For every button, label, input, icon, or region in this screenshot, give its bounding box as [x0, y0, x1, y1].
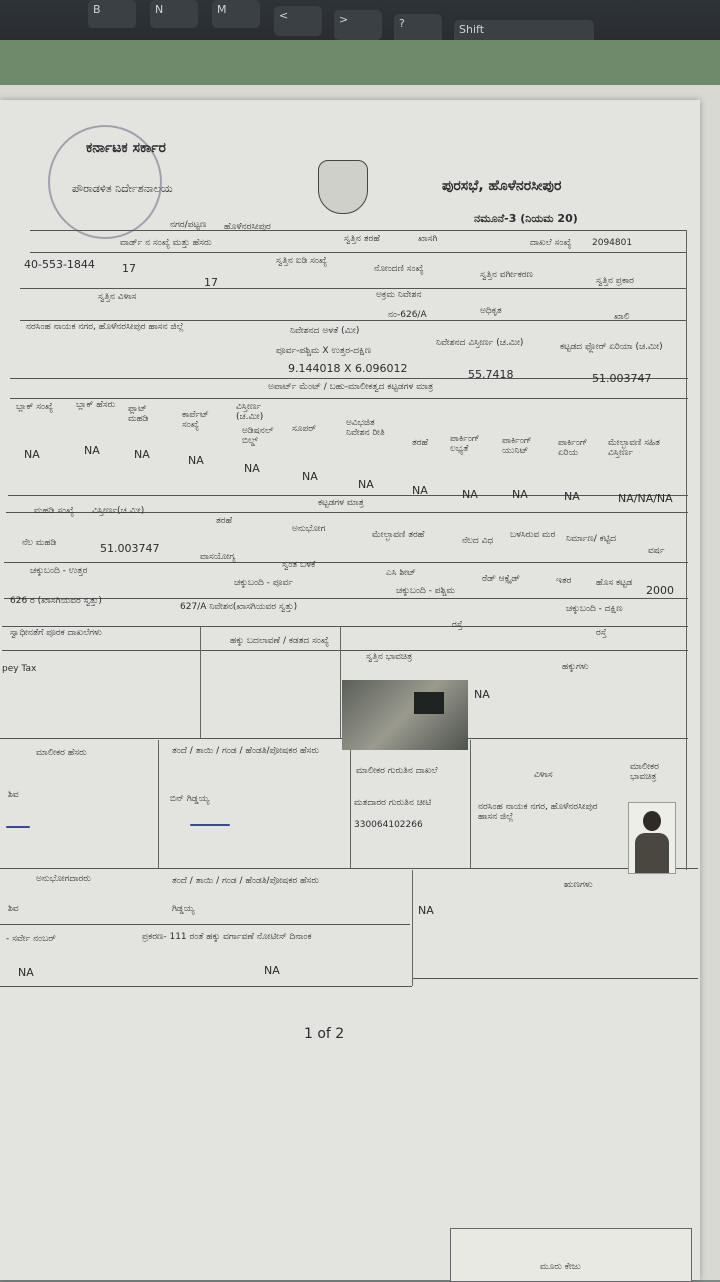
owner-relation-label: ತಂದೆ / ತಾಯಿ / ಗಂಡ / ಹೆಂಡತಿ/ಪೋಷಕರ ಹೆಸರು	[172, 746, 319, 756]
owner-photo	[628, 802, 676, 874]
tax-value: pey Tax	[2, 664, 37, 674]
north-label: ಚಕ್ಕುಬಂದಿ - ಉತ್ತರ	[30, 566, 88, 576]
rule-line	[0, 924, 410, 925]
property-no-label: ಸ್ವತ್ತಿನ ಐಡಿ ಸಂಖ್ಯೆ	[276, 256, 328, 266]
survey-value: NA	[18, 966, 34, 979]
photo-label: ಸ್ವತ್ತಿನ ಭಾವಚಿತ್ರ	[366, 652, 413, 662]
apt-header-undivided: ಅವಿಭಜಿತ ನಿವೇಶನ ರೀತಿ	[346, 418, 385, 438]
site-area-label: ನಿವೇಶನದ ಅಳತೆ (ಮೀ)	[290, 326, 360, 336]
floor-type-label: ನೆಲದ ವಿಧ	[462, 536, 494, 546]
occupant-name-label: ಅನುಭೋಗದಾರರು	[36, 874, 91, 884]
built-label: ನಿರ್ಮಾಣ/ ಕಟ್ಟಿದ	[566, 534, 617, 544]
page-indicator: 1 of 2	[304, 1026, 345, 1042]
loans-value: NA	[418, 904, 434, 917]
block-no-value: 17	[204, 276, 218, 289]
rule-line	[10, 398, 688, 399]
signature-scribble	[6, 826, 30, 828]
entry-no-label: ದಾಖಲೆ ಸಂಖ್ಯೆ	[530, 238, 572, 248]
occupant-relation-label: ತಂದೆ / ತಾಯಿ / ಗಂಡ / ಹೆಂಡತಿ/ಪೋಷಕರ ಹೆಸರು	[172, 876, 319, 886]
keyboard-key-gt: >	[334, 10, 382, 40]
wood-label: ಬಳಸಿರುವ ಮರ	[510, 530, 556, 540]
keyboard-key-lt: <	[274, 6, 322, 36]
apt-value: NA	[134, 448, 150, 461]
dims-value: 9.144018 X 6.096012	[288, 362, 408, 375]
apt-value-covered: NA/NA/NA	[618, 492, 673, 505]
apt-value: NA	[512, 488, 528, 501]
floor-label: ಮಹಡಿ ಸಂಖ್ಯೆ	[34, 506, 75, 516]
keyboard-key-shift: Shift	[454, 20, 594, 52]
south-label: ಚಕ್ಕುಬಂದಿ - ದಕ್ಷಿಣ	[566, 604, 623, 614]
apt-value: NA	[188, 454, 204, 467]
kind-value: ಖಾಲಿ	[614, 312, 630, 322]
owner-relation-value: ಬಿನ್ ಗಿಡ್ಡಯ್ಯ	[170, 794, 210, 804]
loans-label: ಋಣಗಳು	[564, 880, 593, 890]
state-emblem-icon	[318, 160, 368, 214]
entry-no-value: 2094801	[592, 238, 633, 248]
bottom-card	[450, 1228, 692, 1282]
floor-type-value: ರೆಡ್ ಆಕ್ಸೈಡ್	[482, 574, 521, 584]
city-value: ಹೊಳೆನರಸೀಪುರ	[224, 222, 271, 232]
north-value: 626 ರ (ಖಾಸಗಿಯವರ ಸ್ವತ್ತು)	[10, 596, 102, 606]
building-section-title: ಕಟ್ಟಡಗಳ ಮಾತ್ರ	[318, 498, 364, 508]
apt-value: NA	[564, 490, 580, 503]
floor-value: ನೆಲ ಮಹಡಿ	[22, 538, 57, 548]
owner-id-label: ಮಾಲೀಕರ ಗುರುತಿನ ದಾಖಲೆ	[356, 766, 438, 776]
apt-value: NA	[244, 462, 260, 475]
rule-line	[10, 378, 688, 379]
owner-address-label: ವಿಳಾಸ	[534, 770, 553, 780]
usage-label: ಅನುಭೋಗ	[292, 524, 326, 534]
total-area-value: 55.7418	[468, 368, 514, 381]
apt-value: NA	[412, 484, 428, 497]
rule-line	[0, 986, 412, 987]
built-area-value: 51.003747	[592, 372, 652, 385]
city-label: ನಗರ/ಪಟ್ಟಣ	[170, 220, 207, 230]
year-label: ವರ್ಷ	[648, 546, 665, 556]
owner-photo-label: ಮಾಲೀಕರ ಭಾವಚಿತ್ರ	[630, 762, 659, 782]
west-value: ರಸ್ತೆ	[452, 620, 463, 630]
apt-header-covered-area: ಮೇಲ್ಛಾವಣಿ ಸಹಿತ ವಿಸ್ತೀರ್ಣ	[608, 438, 660, 458]
area-value: 51.003747	[100, 542, 160, 555]
signature-scribble	[190, 824, 230, 826]
type-label: ತರಹೆ	[216, 516, 233, 526]
area-label: ವಿಸ್ತೀರ್ಣ(ಚ.ಮೀ)	[92, 506, 145, 516]
ward-label: ವಾರ್ಡ್ ನ ಸಂಖ್ಯೆ ಮತ್ತು ಹೆಸರು	[120, 238, 212, 248]
type-value: ವಾಸಯೋಗ್ಯ	[200, 552, 236, 562]
rule-line	[158, 740, 159, 868]
rule-line	[30, 252, 686, 253]
occupant-name-value: ಶಿವ	[8, 904, 19, 914]
wood-value: ಇತರ	[556, 576, 572, 586]
bottom-card-label: ಮೂರು ಕೇಜು	[540, 1262, 581, 1272]
owner-name-value: ಶಿವ	[8, 790, 19, 800]
south-value: ರಸ್ತೆ	[596, 628, 607, 638]
apt-header-super: ಸೂಪರ್	[292, 424, 316, 434]
rule-line	[200, 626, 201, 738]
apt-header-block-name: ಬ್ಲಾಕ್ ಹೆಸರು	[76, 400, 116, 410]
rule-line	[470, 740, 471, 868]
apartment-section-title: ಅಪಾರ್ಟ್ ಮೆಂಟ್ / ಬಹು-ಮಾಲೀಕತ್ವದ ಕಟ್ಟಡಗಳ ಮಾತ್ರ	[268, 382, 434, 392]
rule-line	[20, 288, 686, 289]
category-label: ಸ್ವತ್ತಿನ ವರ್ಗೀಕರಣ	[480, 270, 533, 280]
east-label: ಚಕ್ಕುಬಂದಿ - ಪೂರ್ವ	[234, 578, 293, 588]
rule-line	[8, 495, 688, 496]
docs-label: ಸ್ವಾಧೀನತೆಗೆ ಪೂರಕ ದಾಖಲೆಗಳು	[10, 628, 102, 638]
usage-value: ಸ್ವಂತ ಬಳಕೆ	[282, 560, 316, 570]
reg-no-label: ನೋಂದಣಿ ಸಂಖ್ಯೆ	[374, 264, 424, 274]
dims-label: ಪೂರ್ವ-ಪಶ್ಚಿಮ X ಉತ್ತರ-ದಕ್ಷಿಣ	[276, 346, 372, 356]
keyboard-key-m: M	[212, 0, 260, 28]
apt-header-parking-area: ಪಾರ್ಕಿಂಗ್ ಏರಿಯ	[558, 438, 588, 458]
keyboard-key-n: N	[150, 0, 198, 28]
rule-line	[350, 740, 351, 868]
rule-line	[20, 320, 686, 321]
rule-line	[412, 870, 413, 986]
ward-no-value: 17	[122, 262, 136, 275]
rule-line	[0, 868, 698, 869]
rule-line	[4, 562, 688, 563]
notice-value: NA	[264, 964, 280, 977]
kind-label: ಸ್ವತ್ತಿನ ಪ್ರಕಾರ	[596, 276, 634, 286]
apt-value: NA	[462, 488, 478, 501]
apt-value: NA	[24, 448, 40, 461]
total-area-label: ನಿವೇಶನದ ವಿಸ್ತೀರ್ಣ (ಚ.ಮೀ)	[436, 338, 524, 348]
rule-line	[4, 598, 688, 599]
apt-header-additional: ಅಡಿಷನಲ್ ಬಿಲ್ಡ್	[242, 426, 274, 446]
municipality-name: ಪುರಸಭೆ, ಹೊಳೆನರಸೀಪುರ	[442, 178, 562, 194]
owner-id-value: 330064102266	[354, 820, 423, 830]
apt-value: NA	[302, 470, 318, 483]
rule-line	[686, 230, 687, 870]
apt-header-type: ತರಹೆ	[412, 438, 429, 448]
address-label: ಸ್ವತ್ತಿನ ವಿಳಾಸ	[98, 292, 137, 302]
keyboard-key-b: B	[88, 0, 136, 28]
apt-header-area: ವಿಸ್ತೀರ್ಣ (ಚ.ಮೀ)	[236, 402, 264, 422]
rule-line	[340, 626, 341, 738]
west-label: ಚಕ್ಕುಬಂದಿ - ಪಶ್ಚಿಮ	[396, 586, 455, 596]
property-type-label: ಸ್ವತ್ತಿನ ತರಹೆ	[344, 234, 380, 244]
site-value: ನಂ-626/A	[388, 310, 427, 320]
department-name: ಪೌರಾಡಳಿತ ನಿರ್ದೇಶನಾಲಯ	[72, 182, 173, 195]
built-area-label: ಕಟ್ಟಡದ ಫ್ಲೋರ್ ಏರಿಯಾ (ಚ.ಮೀ)	[560, 342, 663, 352]
apt-header-block-no: ಬ್ಲಾಕ್ ಸಂಖ್ಯೆ	[16, 402, 54, 412]
apt-value: NA	[84, 444, 100, 457]
apt-header-flat-floor: ಫ್ಲಾಟ್ ಮಹಡಿ	[128, 404, 149, 424]
rule-line	[2, 626, 688, 627]
property-type-value: ಖಾಸಗಿ	[418, 234, 438, 244]
apt-header-parking-avail: ಪಾರ್ಕಿಂಗ್ ಲಭ್ಯತೆ	[450, 434, 480, 454]
occupant-relation-value: ಗಿಡ್ಡಯ್ಯ	[172, 904, 195, 914]
form-name: ನಮೂನೆ-3 (ನಿಯಮ 20)	[474, 212, 578, 225]
year-value: 2000	[646, 584, 674, 597]
east-value: 627/A ನಿವೇಶನ(ಖಾಸಗಿಯವರ ಸ್ವತ್ತು)	[180, 602, 298, 612]
rule-line	[30, 230, 686, 231]
property-photo	[342, 680, 468, 750]
site-label: ಅಕ್ರಮ ನಿವೇಶನ	[376, 290, 422, 300]
keyboard-key-question: ?	[394, 14, 442, 44]
rule-line	[2, 650, 688, 651]
status-value: ಅಧಿಕೃತ	[480, 306, 502, 316]
gov-title: ಕರ್ನಾಟಕ ಸರ್ಕಾರ	[86, 140, 166, 156]
rule-line	[412, 978, 698, 979]
owner-id-type: ಮತದಾರರ ಗುರುತಿನ ಚೀಟಿ	[354, 798, 432, 808]
survey-label: - ಸರ್ವೇ ನಂಬರ್	[6, 934, 56, 944]
transfer-label: ಹಕ್ಕು ಬದಲಾವಣೆ / ಕಡತದ ಸಂಖ್ಯೆ	[230, 636, 330, 646]
roof-value: ಎಸಿ ಶೀಟ್	[386, 568, 416, 578]
apt-header-carpet: ಕಾರ್ಪೆಟ್ ಸಂಖ್ಯೆ	[182, 410, 209, 430]
owner-address-value: ನರಸಿಂಹ ನಾಯಕ ನಗರ, ಹೊಳೆನರಸೀಪುರ ಹಾಸನ ಜಿಲ್ಲೆ	[478, 802, 598, 822]
apt-value: NA	[358, 478, 374, 491]
built-value: ಹೊಸ ಕಟ್ಟಡ	[596, 578, 633, 588]
roof-label: ಮೇಲ್ಛಾವಣಿ ತರಹೆ	[372, 530, 425, 540]
address-value: ನರಸಿಂಹ ನಾಯಕ ನಗರ, ಹೊಳೆನರಸೀಪುರ ಹಾಸನ ಜಿಲ್ಲೆ	[26, 322, 184, 332]
rights-label: ಹಕ್ಕುಗಳು	[562, 662, 589, 672]
owner-name-label: ಮಾಲೀಕರ ಹೆಸರು	[36, 748, 87, 758]
property-id-value: 40-553-1844	[24, 258, 95, 271]
notice-label: ಪ್ರಕರಣ- 111 ರಂತೆ ಹಕ್ಕು ವರ್ಗಾವಣೆ ನೋಟೀಸ್ ದಿನಾಂಕ	[142, 932, 312, 942]
rights-value: NA	[474, 688, 490, 701]
apt-header-parking-unit: ಪಾರ್ಕಿಂಗ್ ಯುನಿಟ್	[502, 436, 532, 456]
